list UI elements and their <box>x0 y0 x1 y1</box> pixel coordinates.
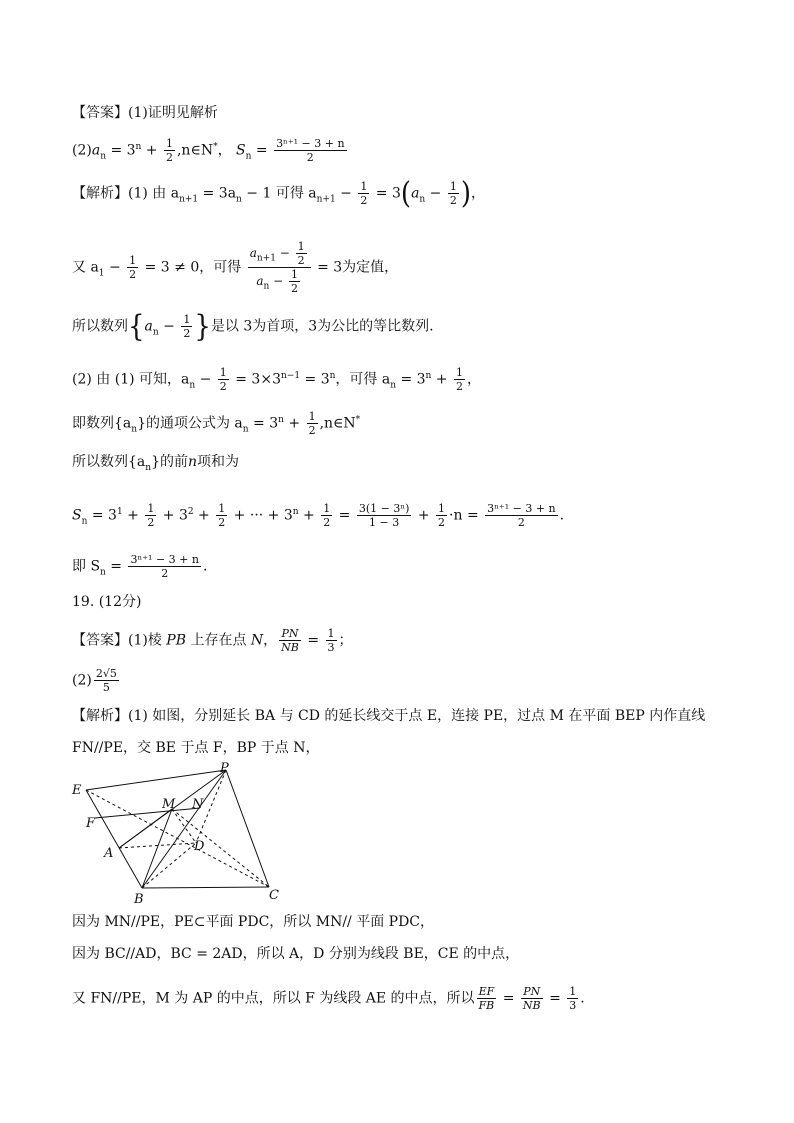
q19-analysis-p2: FN//PE，交 BE 于点 F，BP 于点 N， <box>72 740 320 756</box>
q19-answer-line2: (2) $\frac{2√5}{5}$ <box>72 667 117 694</box>
q18-answer-line1 <box>72 103 218 123</box>
analysis-tag: 【解析】 <box>72 185 128 202</box>
q19-analysis-p4: 因为 BC//AD，BC = 2AD，所以 A，D 分别为线段 BE，CE 的中点， <box>72 946 520 962</box>
q19-header: 19. (12分) <box>72 594 142 610</box>
label-M: M <box>162 797 176 812</box>
q19-analysis-p5: 又 FN//PE，M 为 AP 的中点，所以 F 为线段 AE 的中点，所以 $\frac{EF}{FB}$ = $\frac{PN}{NB}$ = $\frac{1}{3}$ . <box>72 985 585 1012</box>
edge-EP <box>86 770 226 790</box>
answer-1: (1)证明见解析 <box>128 105 218 121</box>
label-P: P <box>220 761 229 776</box>
q18-answer-line2: $(2)a_n = 3^n$ + $\frac{1}{2}$ ,n∈N*， $S_n$ = $\frac{\text{3ⁿ⁺¹ − 3 + n}}{2}$ <box>72 137 345 165</box>
sum-fraction: $\frac{\text{3ⁿ⁺¹ − 3 + n}}{2}$ <box>276 137 345 165</box>
q18-analysis-line5: 即数列$\{a_n\}$的通项公式为 $a_n = 3^n$ + $\frac{1}{2}$ ,n∈N* <box>72 410 361 438</box>
geometry-figure <box>64 760 294 910</box>
q18-analysis-line7: $S_n = 3^1$ + $\frac{1}{2}$ + $3^2$ + $\frac{1}{2}$ + ··· + $3^n$ + $\frac{1}{2}$ = $\frac{\text{3(1 − 3ⁿ)}}{1 - 3}$ + $\frac{1}{2}$ ·n = $\frac{\text{3ⁿ⁺¹ − 3 + n}}{2}$ . <box>72 502 565 530</box>
label-B: B <box>134 892 144 907</box>
q19-analysis-p1: 【解析】(1) 如图，分别延长 BA 与 CD 的延长线交于点 E，连接 PE，过点 M 在平面 BEP 内作直线 <box>72 708 706 724</box>
answer-tag: 【答案】 <box>72 105 128 121</box>
q18-analysis-line8: 即 $S_n$ = $\frac{\text{3ⁿ⁺¹ − 3 + n}}{2}$ . <box>72 553 208 580</box>
label-C: C <box>269 888 279 903</box>
label-N: N <box>192 797 204 812</box>
label-A: A <box>104 846 114 861</box>
edge-PB <box>142 770 226 888</box>
edge-FN <box>95 808 200 818</box>
q18-analysis-line6: 所以数列$\{a_n\}$的前n项和为 <box>72 454 240 473</box>
label-D: D <box>194 839 205 854</box>
q19-answer-line1: 【答案】(1)棱 PB 上存在点 N， $\frac{PN}{NB}$ = $\frac{1}{3}$ ； <box>72 627 353 654</box>
fraction: $\frac{1}{2}$ <box>165 137 173 165</box>
q19-analysis-p3: 因为 MN//PE，PE⊂平面 PDC，所以 MN// 平面 PDC， <box>72 914 435 930</box>
q18-analysis-line2: 又 $a_1$ − $\frac{1}{2}$ = 3 ≠ 0，可得 $a_{n+1}$ − $\frac{1}{2}$ $a_n$ − $\frac{1}{2}$ = 3为定值， <box>72 240 399 295</box>
q18-analysis-line4: (2) 由 (1) 可知，$a_n$ − $\frac{1}{2}$ = $3\times 3^{n-1} = 3^n$，可得 $a_n = 3^n$ + $\frac{1}{2}$ ， <box>72 366 481 394</box>
label-E: E <box>72 783 82 798</box>
edge-BC <box>142 887 269 888</box>
q18-analysis-line1: 【解析】(1) 由 $a_{n+1} = 3a_n - 1$ 可得 $a_{n+1}$ − $\frac{1}{2}$ = $3(a_n$ − $\frac{1}{2}$ )， <box>72 176 486 211</box>
ratio-fraction: $a_{n+1}$ − $\frac{1}{2}$ $a_n$ − $\frac{1}{2}$ <box>248 240 311 295</box>
label-F: F <box>86 816 96 831</box>
q18-analysis-line3: 所以数列{$a_n$ − $\frac{1}{2}$ }是以 3为首项，3为公比的等比数列. <box>72 309 434 344</box>
